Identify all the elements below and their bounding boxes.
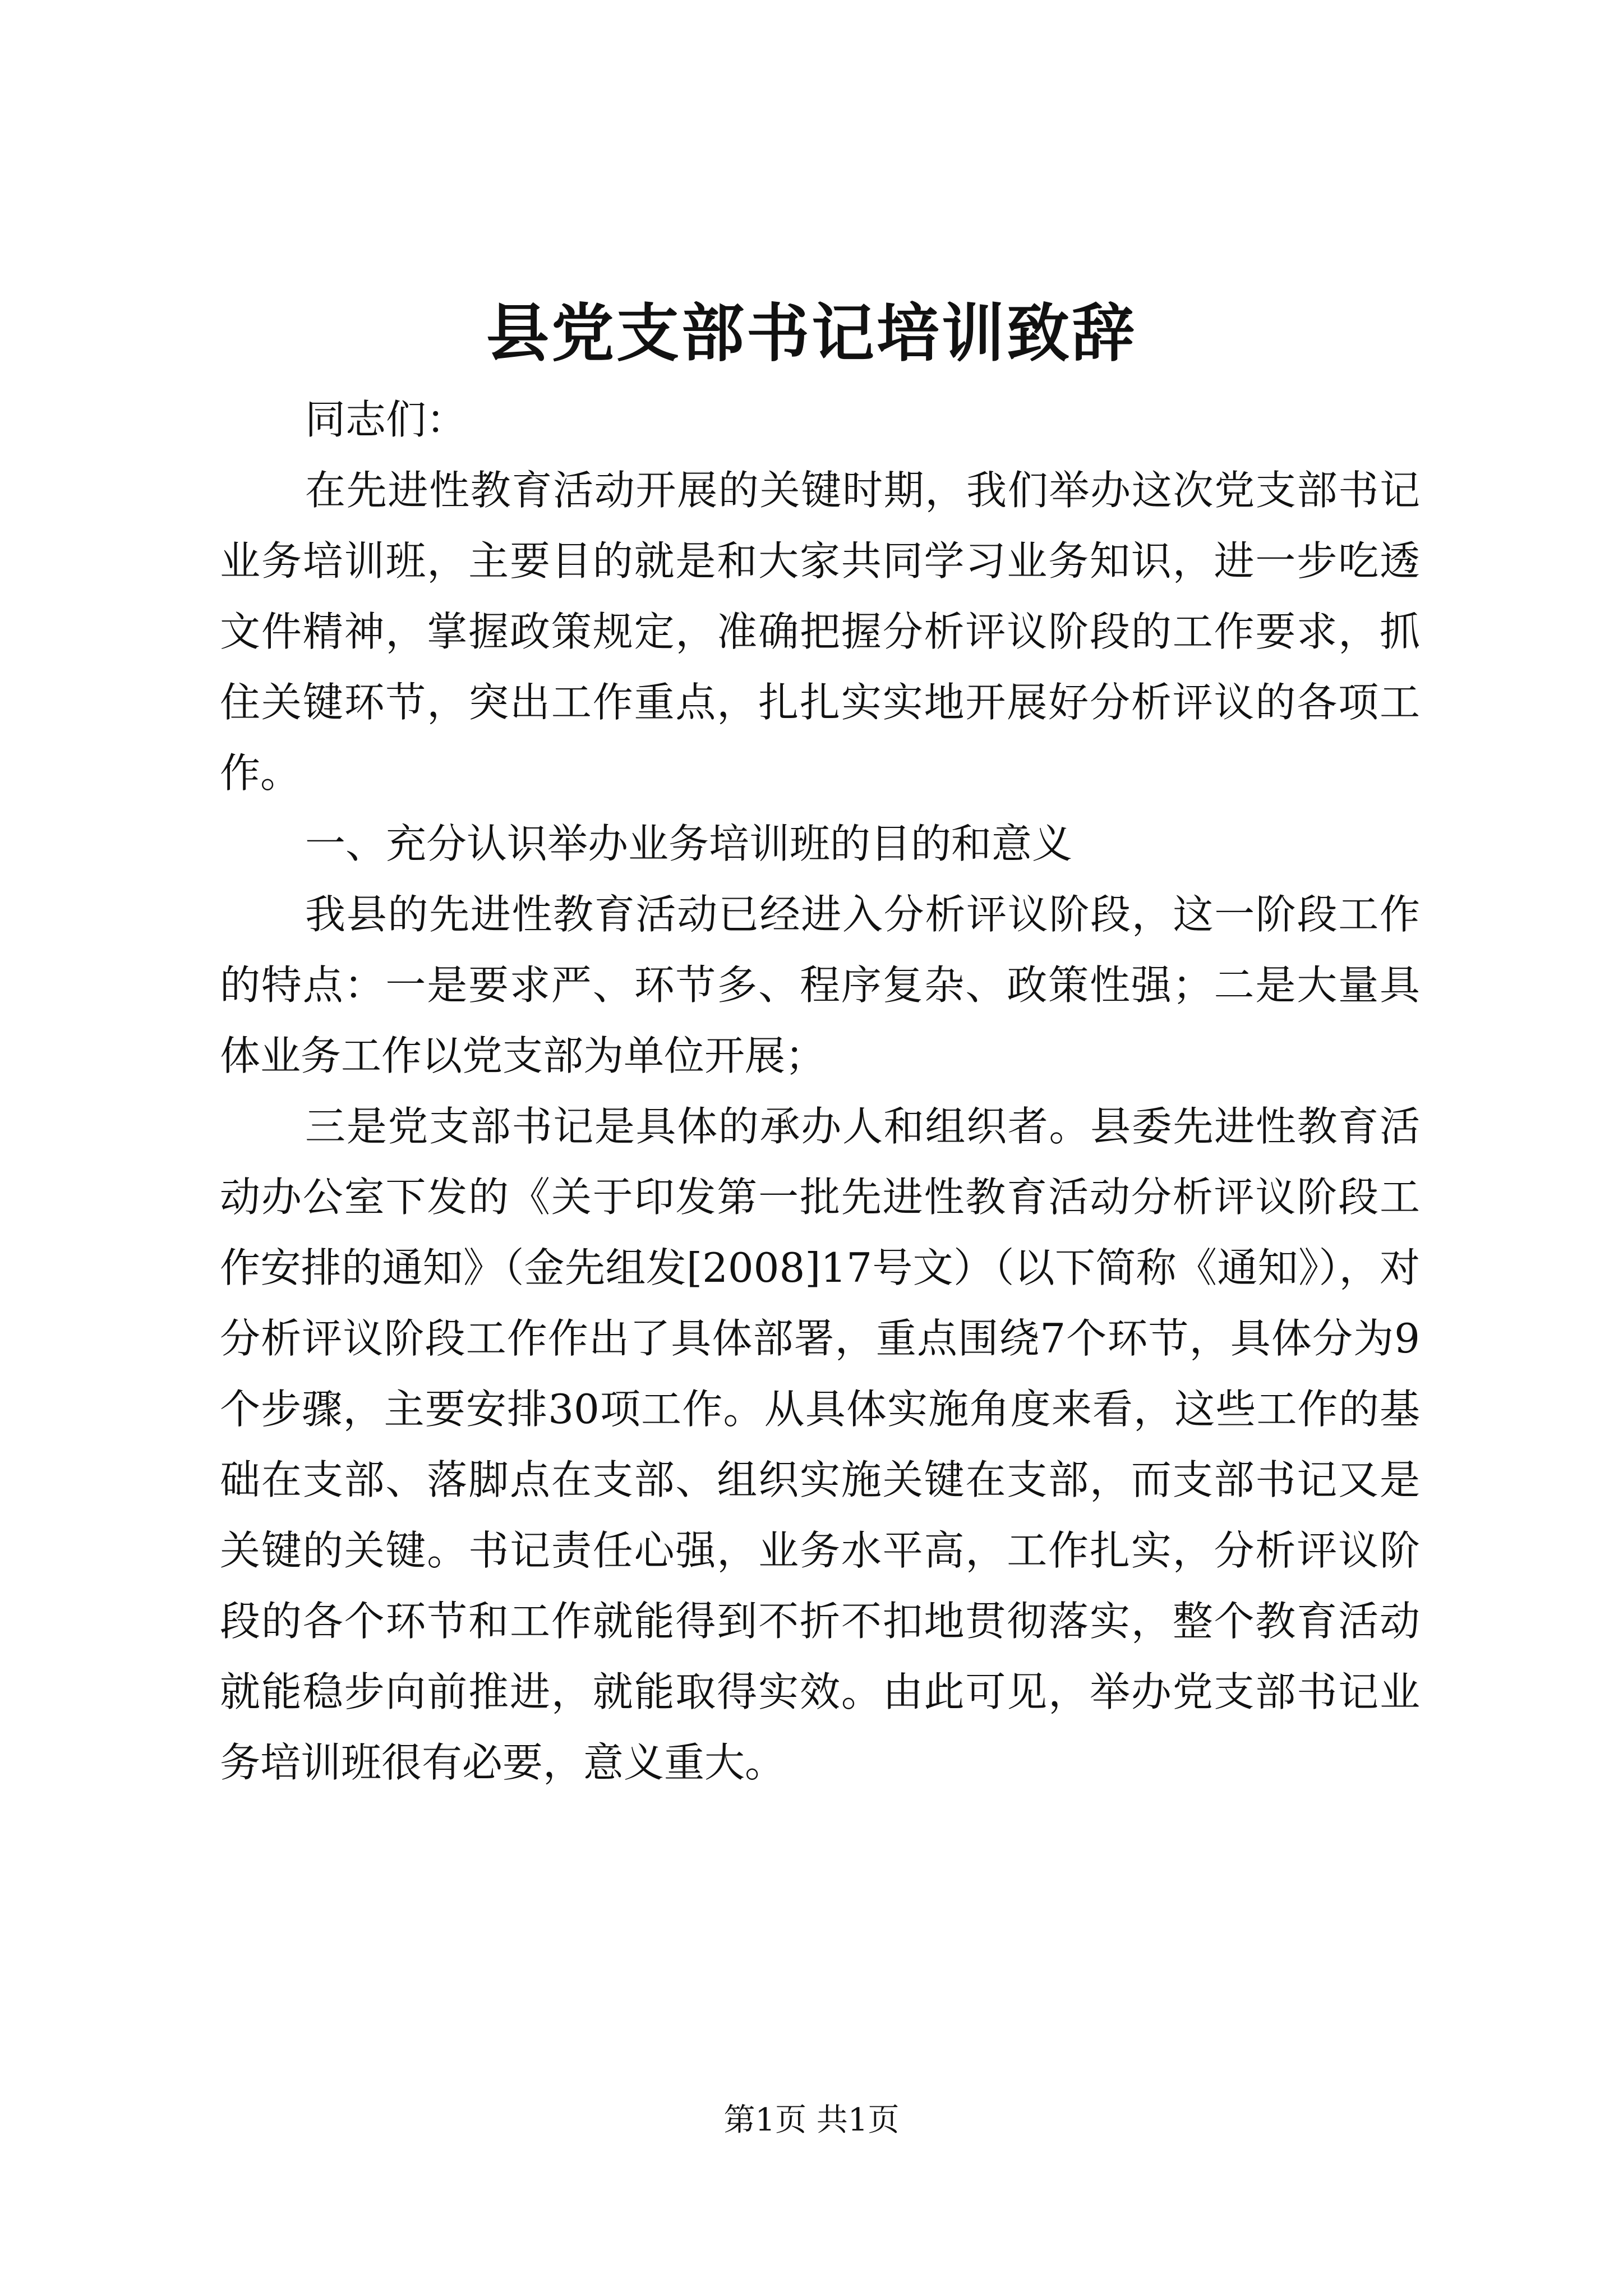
page-footer: 第1页 共1页 xyxy=(723,2102,900,2138)
section-heading: 一、充分认识举办业务培训班的目的和意义 xyxy=(305,820,1073,867)
document-body xyxy=(220,384,1420,1798)
document-title: 县党支部书记培训致辞 xyxy=(486,297,1137,370)
paragraph: 我县的先进性教育活动已经进入分析评议阶段，这一阶段工作的特点：一是要求严、环节多、程序复杂、政策性强；二是大量具体业务工作以党支部为单位开展； xyxy=(220,891,1420,1079)
paragraph: 在先进性教育活动开展的关键时期，我们举办这次党支部书记业务培训班，主要目的就是和大家共同学习业务知识，进一步吃透文件精神，掌握政策规定，准确把握分析评议阶段的工作要求，抓住关键环节，突出工作重点，扎扎实实地开展好分析评议的各项工作。 xyxy=(220,467,1420,797)
paragraph: 三是党支部书记是具体的承办人和组织者。县委先进性教育活动办公室下发的《关于印发第一批先进性教育活动分析评议阶段工作安排的通知》（金先组发[2008]17号文）（以下简称《通知》），对分析评议阶段工作作出了具体部署，重点围绕7个环节，具体分为9个步骤，主要安排30项工作。从具体实施角度来看，这些工作的基础在支部、落脚点在支部、组织实施关键在支部，而支部书记又是关键的关键。书记责任心强，业务水平高，工作扎实，分析评议阶段的各个环节和工作就能得到不折不扣地贯彻落实，整个教育活动就能稳步向前推进，就能取得实效。由此可见，举办党支部书记业务培训班很有必要，意义重大。 xyxy=(220,1103,1420,1786)
salutation: 同志们： xyxy=(305,396,467,443)
